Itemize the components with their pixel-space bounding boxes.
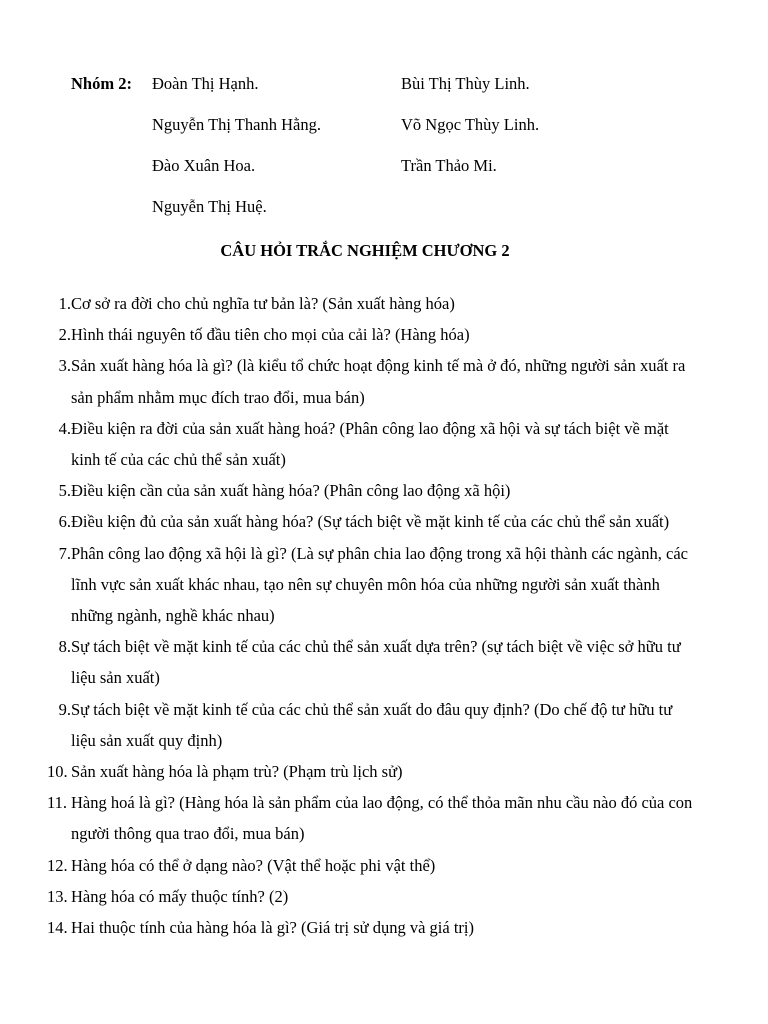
question-item (0, 413, 768, 475)
question-text: Điều kiện đủ của sản xuất hàng hóa? (Sự tách biệt về mặt kinh tế của các chủ thể sản xuất) (71, 512, 670, 532)
member-name: Đào Xuân Hoa. (152, 156, 256, 175)
question-text: Cơ sở ra đời cho chủ nghĩa tư bản là? (Sản xuất hàng hóa) (71, 294, 455, 313)
member-name: Đoàn Thị Hạnh. (152, 74, 259, 93)
question-text: Sự tách biệt về mặt kinh tế của các chủ thể sản xuất dựa trên? (sự tách biệt về việc sở hữu tư liệu sản xuất) (71, 637, 681, 688)
member-name: Nguyễn Thị Thanh Hằng. (152, 115, 321, 134)
question-text: Hình thái nguyên tố đầu tiên cho mọi của cải là? (Hàng hóa) (71, 325, 470, 345)
question-number: 8. (58, 637, 71, 657)
question-text: Hàng hóa có thể ở dạng nào? (Vật thể hoặc phi vật thể) (71, 855, 436, 875)
question-text: Sản xuất hàng hóa là phạm trù? (Phạm trù lịch sử) (71, 762, 403, 782)
question-text: Sản xuất hàng hóa là gì? (là kiểu tổ chức hoạt động kinh tế mà ở đó, những người sản xuất ra sản phẩm nhằm mục đích trao đổi, mua bán) (71, 356, 686, 407)
group-row (71, 154, 711, 195)
document-title: CÂU HỎI TRẮC NGHIỆM CHƯƠNG 2 (220, 241, 510, 260)
question-number: 1. (58, 294, 71, 313)
question-item (0, 288, 768, 319)
group-row (71, 113, 711, 154)
question-item (0, 694, 768, 756)
group-row (71, 195, 711, 236)
question-number: 13. (47, 886, 68, 906)
question-list (0, 288, 768, 943)
member-name: Trần Thảo Mi. (401, 156, 497, 175)
question-number: 2. (58, 325, 71, 345)
question-number: 14. (47, 918, 68, 938)
group-row (71, 72, 711, 113)
question-text: Hàng hoá là gì? (Hàng hóa là sản phẩm của lao động, có thể thỏa mãn nhu cầu nào đó của con người thông qua trao đổi, mua bán) (71, 793, 693, 844)
member-name: Võ Ngọc Thùy Linh. (401, 115, 540, 134)
group-members (71, 72, 711, 236)
question-item (0, 506, 768, 537)
group-label: Nhóm 2: (71, 74, 132, 93)
question-text: Điều kiện cần của sản xuất hàng hóa? (Phân công lao động xã hội) (71, 481, 511, 501)
question-text: Phân công lao động xã hội là gì? (Là sự phân chia lao động trong xã hội thành các ngành, các lĩnh vực sản xuất khác nhau, tạo nên sự chuyên môn hóa của những người sản xuất thành những ngành, nghề khác nhau) (71, 543, 688, 626)
question-item (0, 475, 768, 506)
question-item (0, 319, 768, 350)
question-item (0, 538, 768, 632)
question-text: Hai thuộc tính của hàng hóa là gì? (Giá trị sử dụng và giá trị) (71, 918, 474, 938)
question-number: 3. (58, 356, 71, 376)
question-number: 6. (58, 512, 71, 532)
question-number: 11. (47, 793, 68, 813)
question-item (0, 912, 768, 943)
member-name: Nguyễn Thị Huệ. (152, 197, 267, 216)
question-number: 5. (58, 481, 71, 501)
question-item (0, 631, 768, 693)
question-item (0, 350, 768, 412)
question-item (0, 787, 768, 849)
question-item (0, 850, 768, 881)
question-number: 12. (47, 855, 68, 875)
member-name: Bùi Thị Thùy Linh. (401, 74, 530, 93)
question-number: 7. (58, 543, 71, 563)
question-number: 10. (47, 762, 68, 782)
question-text: Sự tách biệt về mặt kinh tế của các chủ thể sản xuất do đâu quy định? (Do chế độ tư hữu tư liệu sản xuất quy định) (71, 699, 673, 750)
question-text: Hàng hóa có mấy thuộc tính? (2) (71, 886, 289, 906)
question-item (0, 756, 768, 787)
question-item (0, 881, 768, 912)
question-text: Điều kiện ra đời của sản xuất hàng hoá? (Phân công lao động xã hội và sự tách biệt về mặt kinh tế của các chủ thể sản xuất) (71, 418, 669, 470)
question-number: 9. (58, 699, 71, 719)
question-number: 4. (58, 418, 71, 438)
